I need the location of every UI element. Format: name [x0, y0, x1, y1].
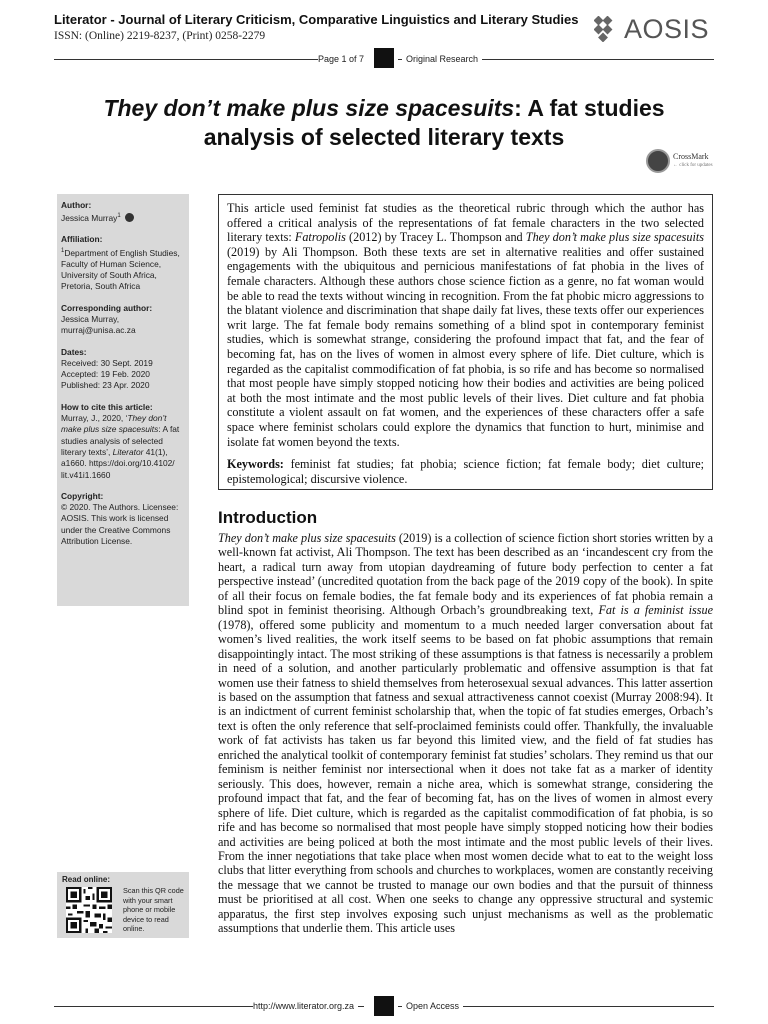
footer-url-link[interactable]: http://www.literator.org.za	[253, 1001, 358, 1011]
article-title-italic: They don’t make plus size spacesuits	[103, 95, 515, 121]
affiliation-text: Department of English Studies, Faculty of Human Science, University of South Africa, Pretoria, South Africa	[61, 247, 180, 292]
crossmark-sublabel: ← click for updates	[673, 163, 713, 168]
article-title	[60, 94, 708, 152]
corresponding-email[interactable]: murraj@unisa.ac.za	[61, 325, 136, 336]
article-sidebar	[57, 194, 189, 606]
intro-part-2: (1978), offered some publicity and momentum to a much needed larger conversation about fat women’s lived realities, the work itself seems to be based on fat phobic assumptions that remain disappointingly intact. The most striking of these assumptions is that fatness is necessarily a problem in need of a solution, and another particularly problematic and offensive assumption is that fat women use their fatness to shield themselves from heterosexual sexual advances. This latter assertion is based on the assumption that fatness and sexual attractiveness cannot coexist (Murray 2008:94). It is an indictment of current feminist scholarship that, when the topic of fat studies emerges, Orbach’s text is often the only reference that self-proclaimed feminists could offer. Thankfully, the invaluable work of fat activists has taken us far beyond this limited view, and the field of fat studies has enriched the analytical toolkit of contemporary feminist fat studies’ scholars. They remind us that our feminism is neither feminist nor intersectional when it does not take fat as a marker of identity seriously. This does, however, remain a niche area, which is somewhat strange, considering the profound impact that fat, and the fear of becoming fat, has on the lives of women in almost every sphere of life. Diet culture, which is regarded as the capitalist commodification of fat phobia, is so rife and has become so normalised that most people have simply stopped noticing how their bodies and activities are being policed at both the most intimate and the most public levels of their lives. From the inner negotiations that take place when most women decide what to eat to the weight loss clubs that litter everything from schools and churches to workplaces, women are constantly receiving the message that we cannot be trusted to manage our own bodies and that the pursuit of thinness must be prioritised at all cost. When one seeks to change any oppressive structural and systemic apparatus, the first step involves exposing such unjust mechanisms as well as the problematic assumptions that underlie them. This article uses	[218, 617, 713, 936]
keywords-text: feminist fat studies; fat phobia; science fiction; fat female body; diet culture; epistemological; discursive violence.	[227, 457, 704, 486]
intro-title-1: They don’t make plus size spacesuits	[218, 531, 396, 545]
intro-title-2: Fat is a feminist issue	[598, 603, 713, 618]
orcid-icon[interactable]	[125, 213, 134, 222]
abstract-box	[218, 194, 713, 490]
footer-access: Open Access	[402, 1001, 463, 1011]
issn-line: ISSN: (Online) 2219-8237, (Print) 0258-2279	[54, 30, 266, 42]
qr-code-icon[interactable]	[66, 887, 112, 933]
copyright-heading: Copyright:	[61, 490, 104, 501]
header-marker	[374, 48, 394, 68]
abstract-part-3: (2019) by Ali Thompson. Both these texts are set in alternative realities and offer sustained engagements with the ubiquitous and pernicious manifestations of fat phobia in the lives of female characters. Although these authors chose science fiction as a genre, no fat woman would be able to read the texts without wincing in recognition. From the fat phobic micro aggressions to the blatant violence and discrimination that shape daily fat lives, these texts offer our experiences writ large. The fat female body remains something of a blind spot in contemporary feminist studies, which is somewhat strange, considering the profound impact that fat, and the fear of becoming fat, has on the lives of women in almost every sphere of life. Diet culture, which is regarded as the capitalist commodification of fat phobia, is so rife and has become so normalised that most people have simply stopped noticing how their bodies and activities are being policed at both the most intimate and the most public levels of their lives. Diet culture and fat phobia constitute a violent assault on fat women, and the experiences of these characters offer a safe space where feminist scholars could explore the dynamics that function to hurt, minimise and isolate fat women beyond the texts.	[227, 244, 704, 449]
page-indicator: Page 1 of 7	[318, 54, 368, 64]
citation-pre: Murray, J., 2020, ‘	[61, 413, 128, 424]
crossmark-icon	[646, 149, 670, 173]
author-name: Jessica Murray	[61, 213, 118, 224]
crossmark-label: CrossMark	[673, 152, 709, 161]
corresponding-name: Jessica Murray,	[61, 313, 120, 324]
keywords	[227, 457, 704, 486]
copyright-text: © 2020. The Authors. Licensee: AOSIS. This work is licensed under the Creative Commons Attribution License.	[61, 502, 179, 547]
intro-part-1: (2019) is a collection of science fiction short stories written by a well-known fat activist, Ali Thompson. The text has been described as an ‘incandescent cry from the heart, a radical turn away from utopian daydreaming of future body perfection to center a fat perspective instead’ (uncredited quotation from the back page of the 2019 copy of the book). In spite of all their focus on female bodies, the fat female body and its experiences of fat phobia remain a blind spot in feminist theorising. Although Orbach’s groundbreaking text,	[218, 531, 713, 618]
crossmark-badge[interactable]	[646, 149, 713, 173]
read-online-box	[57, 872, 189, 938]
publisher-logo-text: AOSIS	[624, 13, 710, 44]
article-title-rest: : A fat studies analysis of selected literary texts	[203, 95, 665, 150]
aosis-logo-icon	[594, 16, 620, 42]
date-accepted: Accepted: 19 Feb. 2020	[61, 369, 150, 380]
cite-heading: How to cite this article:	[61, 401, 153, 412]
journal-title: Literator - Journal of Literary Criticism, Comparative Linguistics and Literary Studies	[54, 12, 579, 27]
affiliation-sup: 1	[61, 247, 65, 254]
abstract-text	[227, 201, 704, 449]
author-sup: 1	[117, 213, 121, 220]
dates-heading: Dates:	[61, 346, 87, 357]
footer-marker	[374, 996, 394, 1016]
read-online-label: Read online:	[62, 875, 111, 884]
introduction-heading: Introduction	[218, 508, 318, 527]
date-published: Published: 23 Apr. 2020	[61, 380, 150, 391]
article-type: Original Research	[402, 54, 482, 64]
abstract-part-1: This article used feminist fat studies as the theoretical rubric through which the author has offered a critical analysis of the representations of fat female characters in the two selected literary texts:	[227, 201, 704, 245]
corresponding-heading: Corresponding author:	[61, 302, 153, 313]
citation-mid: : A fat studies analysis of selected literary texts’,	[61, 424, 180, 457]
citation-title: They don’t make plus size spacesuits	[61, 413, 167, 435]
affiliation-heading: Affiliation:	[61, 234, 103, 245]
keywords-label: Keywords:	[227, 457, 284, 472]
author-heading: Author:	[61, 200, 92, 210]
citation-journal: Literator	[112, 446, 144, 457]
publisher-logo[interactable]	[594, 14, 709, 44]
read-online-text: Scan this QR code with your smart phone or mobile device to read online.	[123, 886, 184, 933]
abstract-title-2: They don’t make plus size spacesuits	[525, 230, 705, 245]
abstract-title-1: Fatropolis	[294, 230, 346, 245]
abstract-part-2: (2012) by Tracey L. Thompson and	[345, 230, 526, 245]
date-received: Received: 30 Sept. 2019	[61, 357, 153, 368]
citation-text	[61, 413, 185, 481]
citation-post[interactable]: 41(1), a1660. https://doi.org/10.4102/ lit.v41i1.1660	[61, 446, 175, 480]
introduction-body	[218, 531, 713, 936]
